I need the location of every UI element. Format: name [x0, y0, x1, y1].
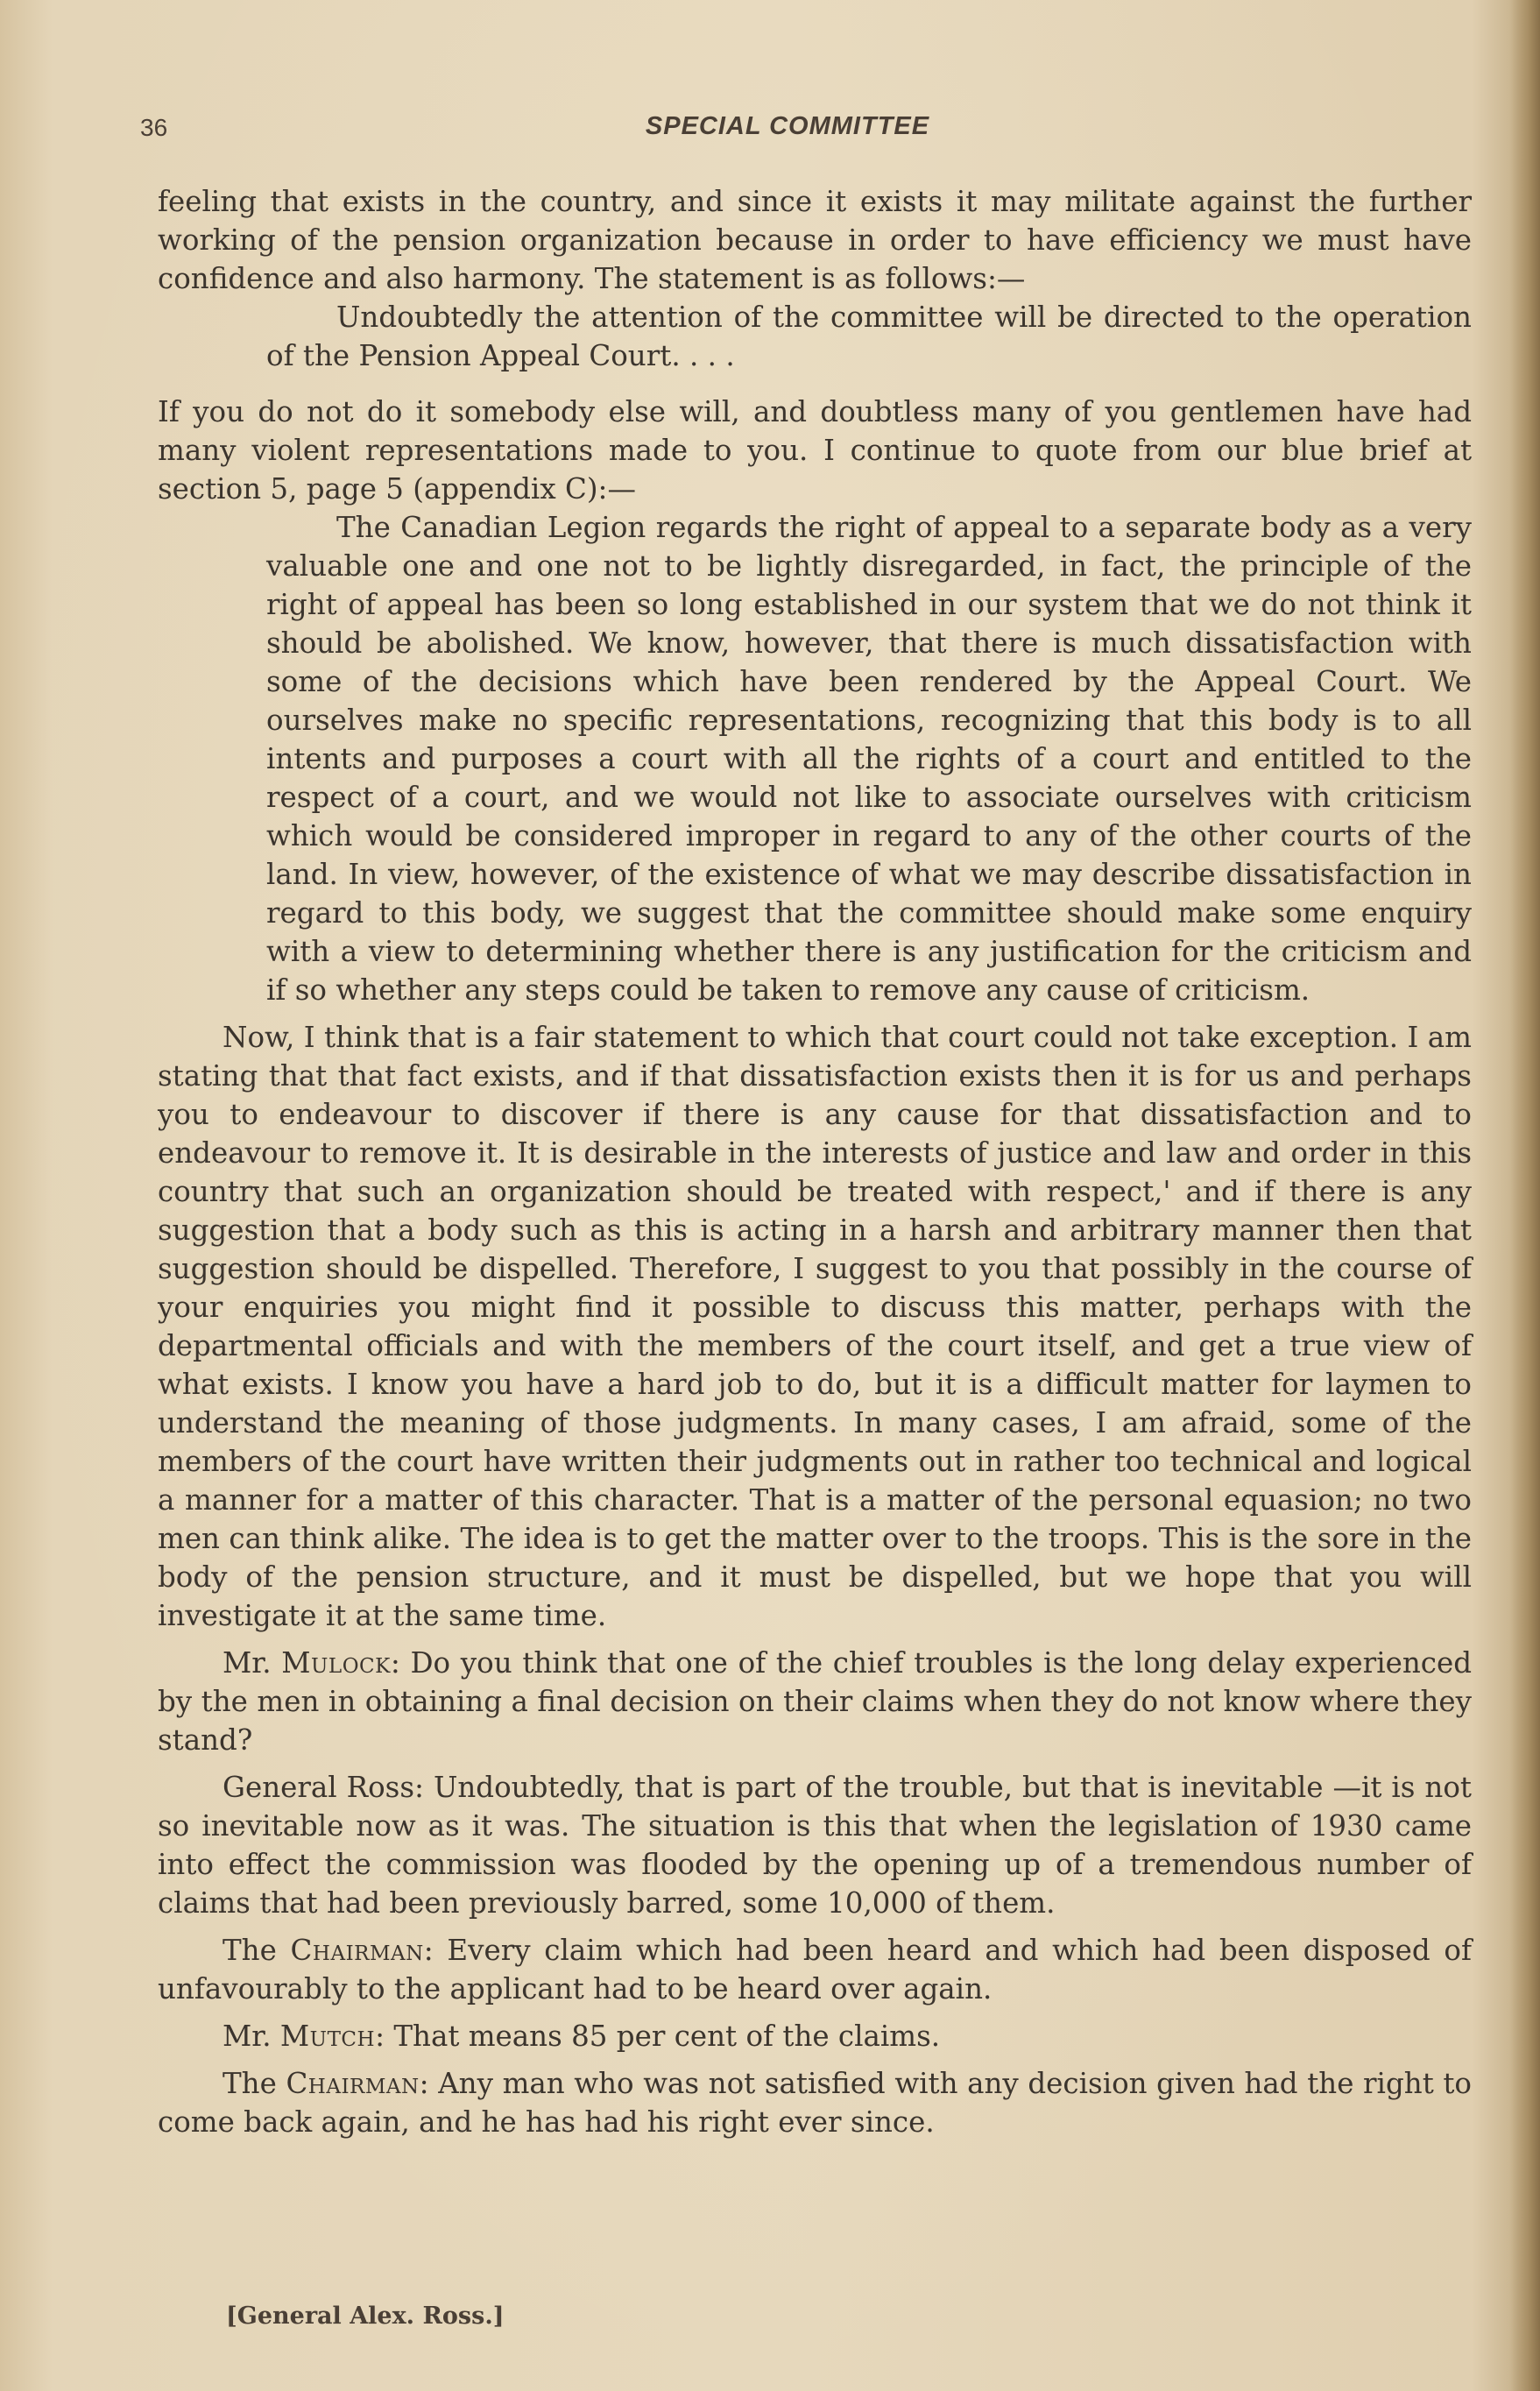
- paragraph: feeling that exists in the country, and since it exists it may militate against the further working of the pension organization because in order to have efficiency we must have confidence and also harmony. The statement is as follows:—: [158, 185, 1472, 295]
- running-head: SPECIAL COMMITTEE: [645, 112, 930, 140]
- speaker-prefix: Mr.: [223, 2020, 280, 2053]
- speech-text: : That means 85 per cent of the claims.: [375, 2020, 941, 2053]
- speech-text: : Any man who was not satisfied with any decision given had the right to come back again, and he has had his right ever since.: [158, 2067, 1472, 2139]
- speaker-name: Chairman: [290, 1934, 424, 1967]
- speech-text: : Every claim which had been heard and which had been disposed of unfavourably to the applicant had to be heard over again.: [158, 1934, 1472, 2005]
- speech-paragraph: [158, 1931, 1472, 2008]
- speaker-name: General Ross: [223, 1771, 415, 1804]
- speech-paragraph: [158, 2064, 1472, 2141]
- speech-text: : Do you think that one of the chief troubles is the long delay experienced by the men in obtaining a final decision on their claims when they do not know where they stand?: [158, 1646, 1472, 1757]
- speech-paragraph: [158, 1768, 1472, 1922]
- speech-text: : Undoubtedly, that is part of the trouble, but that is inevitable —it is not so inevitable now as it was. The situation is this that when the legislation of 1930 came into effect the commission was flooded by the opening up of a tremendous number of claims that had been previously barred, some 10,000 of them.: [158, 1771, 1472, 1920]
- paragraph: Now, I think that is a fair statement to which that court could not take exception. I am stating that that fact exists, and if that dissatisfaction exists then it is for us and perhaps you to endeavour to discover if there is any cause for that dissatisfaction and to endeavour to remove it. It is desirable in the interests of justice and law and order in this country that such an organization should be treated with respect,' and if there is any suggestion that a body such as this is acting in a harsh and arbitrary manner then that suggestion should be dispelled. Therefore, I suggest to you that possibly in the course of your enquiries you might find it possible to discuss this matter, perhaps with the departmental officials and with the members of the court itself, and get a true view of what exists. I know you have a hard job to do, but it is a difficult matter for laymen to understand the meaning of those judgments. In many cases, I am afraid, some of the members of the court have written their judgments out in rather too technical and logical a manner for a matter of this character. That is a matter of the personal equasion; no two men can think alike. The idea is to get the matter over to the troops. This is the sore in the body of the pension structure, and it must be dispelled, but we hope that you will investigate it at the same time.: [158, 1021, 1472, 1632]
- speech-paragraph: [158, 1644, 1472, 1759]
- speaker-name: Chairman: [286, 2067, 420, 2100]
- speaker-prefix: Mr.: [223, 1646, 282, 1680]
- speaker-prefix: The: [223, 1934, 291, 1967]
- block-quote: Undoubtedly the attention of the committee will be directed to the operation of the Pension Appeal Court. . . .: [266, 301, 1472, 372]
- speaker-name: Mulock: [281, 1646, 391, 1680]
- speaker-prefix: The: [223, 2067, 286, 2100]
- page-edge-shadow: [1510, 0, 1540, 2391]
- block-quote: The Canadian Legion regards the right of appeal to a separate body as a very valuable one and one not to be lightly disregarded, in fact, the principle of the right of appeal has been so long established in our system that we do not think it should be abolished. We know, however, that there is much dissatisfaction with some of the decisions which have been rendered by the Appeal Court. We ourselves make no specific representations, recognizing that this body is to all intents and purposes a court with all the rights of a court and entitled to the respect of a court, and we would not like to associate ourselves with criticism which would be considered improper in regard to any of the other courts of the land. In view, however, of the existence of what we may describe dissatisfaction in regard to this body, we suggest that the committee should make some enquiry with a view to determining whether there is any justification for the criticism and if so whether any steps could be taken to remove any cause of criticism.: [266, 511, 1472, 1007]
- speaker-attribution: [General Alex. Ross.]: [226, 2303, 505, 2330]
- speaker-name: Mutch: [279, 2020, 376, 2053]
- body-text: [158, 182, 1472, 2141]
- page-number: 36: [140, 114, 168, 141]
- speech-paragraph: [158, 2017, 1472, 2055]
- paragraph: If you do not do it somebody else will, and doubtless many of you gentlemen have had many violent representations made to you. I continue to quote from our blue brief at section 5, page 5 (appendix C):—: [158, 395, 1472, 506]
